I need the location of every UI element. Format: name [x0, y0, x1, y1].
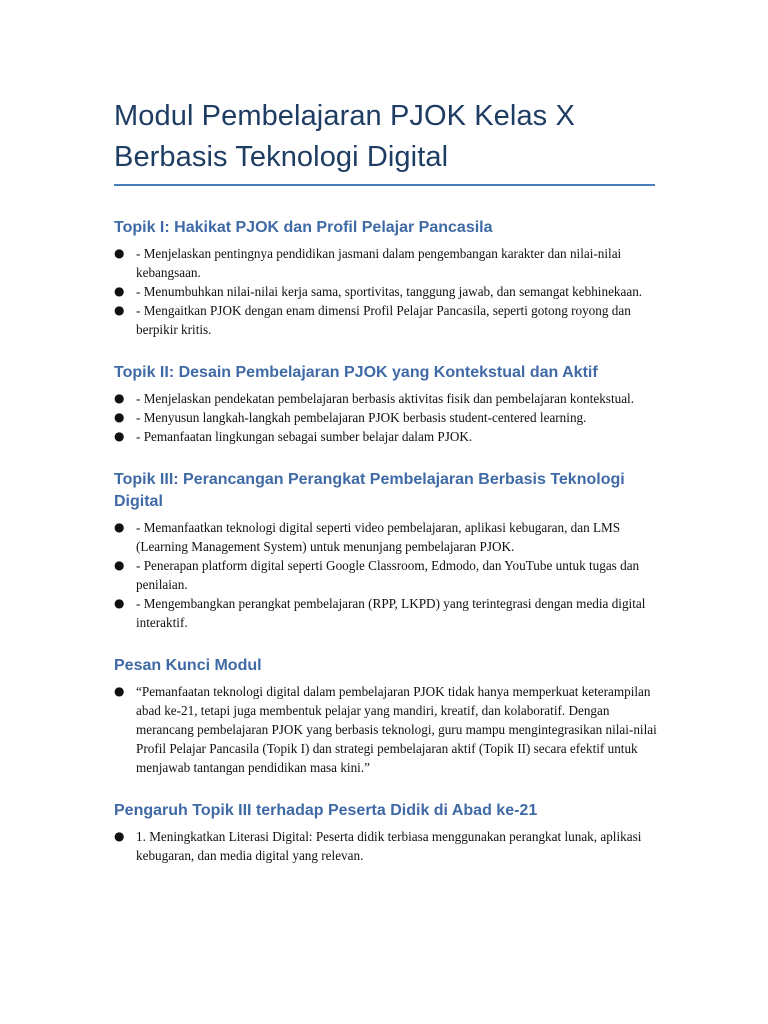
bullet-item — [114, 682, 659, 777]
bullet-item — [114, 556, 659, 594]
bullet-text: - Mengaitkan PJOK dengan enam dimensi Profil Pelajar Pancasila, seperti gotong royong dan berpikir kritis. — [136, 303, 631, 337]
bullet-item — [114, 427, 659, 446]
bullet-item — [114, 408, 659, 427]
bullet-dot-icon: ● — [114, 429, 125, 443]
document-title-line-1: Modul Pembelajaran PJOK Kelas X — [114, 100, 575, 132]
bullet-dot-icon: ● — [114, 284, 125, 298]
bullet-list — [114, 827, 659, 865]
bullet-text: - Mengembangkan perangkat pembelajaran (RPP, LKPD) yang terintegrasi dengan media digital interaktif. — [136, 596, 646, 630]
bullet-text: 1. Meningkatkan Literasi Digital: Peserta didik terbiasa menggunakan perangkat lunak, aplikasi kebugaran, dan media digital yang relevan. — [136, 829, 642, 863]
section-heading: Topik II: Desain Pembelajaran PJOK yang Kontekstual dan Aktif — [114, 364, 598, 381]
bullet-dot-icon: ● — [114, 520, 125, 534]
section-pesan-kunci — [114, 655, 659, 777]
bullet-text: - Penerapan platform digital seperti Google Classroom, Edmodo, dan YouTube untuk tugas dan penilaian. — [136, 558, 640, 592]
document-title-line-2: Berbasis Teknologi Digital — [114, 141, 449, 173]
bullet-item — [114, 594, 659, 632]
bullet-item — [114, 301, 659, 339]
section-topik-2 — [114, 362, 659, 446]
bullet-dot-icon: ● — [114, 684, 125, 698]
section-topik-1 — [114, 217, 659, 339]
bullet-text: - Memanfaatkan teknologi digital seperti video pembelajaran, aplikasi kebugaran, dan LMS (Learning Management System) untuk menunjang pembelajaran PJOK. — [136, 520, 621, 554]
section-heading: Topik I: Hakikat PJOK dan Profil Pelajar Pancasila — [114, 219, 493, 236]
bullet-item — [114, 827, 659, 865]
section-heading: Pengaruh Topik III terhadap Peserta Didik di Abad ke-21 — [114, 802, 538, 819]
section-heading: Topik III: Perancangan Perangkat Pembelajaran Berbasis Teknologi Digital — [114, 471, 625, 510]
bullet-list — [114, 682, 659, 777]
bullet-dot-icon: ● — [114, 596, 125, 610]
bullet-text: - Menumbuhkan nilai-nilai kerja sama, sportivitas, tanggung jawab, dan semangat kebhinekaan. — [136, 284, 643, 299]
section-topik-3 — [114, 469, 659, 632]
bullet-text: - Pemanfaatan lingkungan sebagai sumber belajar dalam PJOK. — [136, 429, 473, 444]
bullet-text: - Menyusun langkah-langkah pembelajaran PJOK berbasis student-centered learning. — [136, 410, 587, 425]
bullet-item — [114, 389, 659, 408]
bullet-text: “Pemanfaatan teknologi digital dalam pembelajaran PJOK tidak hanya memperkuat keterampilan abad ke-21, tetapi juga membentuk pelajar yang mandiri, kreatif, dan kolaboratif. Dengan merancang pembelajaran PJOK yang berbasis teknologi, guru mampu mengintegrasikan nilai-nilai Profil Pelajar Pancasila (Topik I) dan strategi pembelajaran aktif (Topik II) secara efektif untuk menjawab tantangan pendidikan masa kini.” — [136, 684, 657, 775]
section-pengaruh-topik-3 — [114, 800, 659, 865]
bullet-text: - Menjelaskan pentingnya pendidikan jasmani dalam pengembangan karakter dan nilai-nilai kebangsaan. — [136, 246, 622, 280]
bullet-dot-icon: ● — [114, 303, 125, 317]
bullet-item — [114, 518, 659, 556]
document-title — [114, 0, 659, 178]
bullet-item — [114, 244, 659, 282]
bullet-dot-icon: ● — [114, 246, 125, 260]
bullet-list — [114, 518, 659, 632]
bullet-list — [114, 389, 659, 446]
bullet-dot-icon: ● — [114, 829, 125, 843]
bullet-list — [114, 244, 659, 339]
bullet-item — [114, 282, 659, 301]
title-divider — [114, 184, 655, 186]
document-page — [114, 0, 659, 865]
bullet-dot-icon: ● — [114, 391, 125, 405]
bullet-text: - Menjelaskan pendekatan pembelajaran berbasis aktivitas fisik dan pembelajaran kontekstual. — [136, 391, 635, 406]
bullet-dot-icon: ● — [114, 558, 125, 572]
section-heading: Pesan Kunci Modul — [114, 657, 262, 674]
bullet-dot-icon: ● — [114, 410, 125, 424]
